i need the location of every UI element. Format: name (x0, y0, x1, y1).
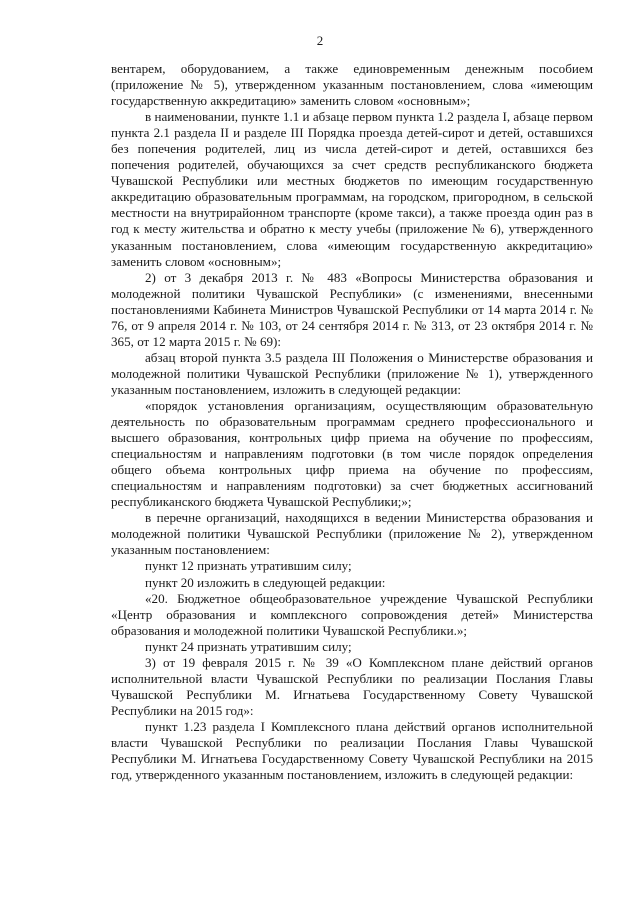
paragraph-7: пункт 12 признать утратившим силу; (145, 558, 352, 574)
document-body (111, 61, 593, 783)
paragraph-3: 2) от 3 декабря 2013 г. № 483 «Вопросы Министерства образования и молодежной политики Чувашской Республики» (с изменениями, внесенными постановлениями Кабинета Министров Чувашской Республики от 14 марта 2014 г. № 76, от 9 апреля 2014 г. № 103, от 24 сентября 2014 г. № 313, от 23 октября 2014 г. № 365, от 12 марта 2015 г. № 69): (111, 269, 593, 349)
paragraph-10: пункт 24 признать утратившим силу; (145, 638, 352, 654)
paragraph-8: пункт 20 изложить в следующей редакции: (145, 574, 386, 590)
paragraph-11: 3) от 19 февраля 2015 г. № 39 «О Комплексном плане действий органов исполнительной власти Чувашской Республики по реализации Послания Главы Чувашской Республики М. Игнатьева Государственному Совету Чувашской Республики на 2015 год»: (111, 654, 593, 718)
page-number: 2 (316, 33, 324, 48)
paragraph-5: «порядок установления организациям, осуществляющим образовательную деятельность по образовательным программам среднего профессионального и высшего образования, контрольных цифр приема на обучение по профессиям, специальностям и направлениям подготовки (в том числе порядок определения общего объема контрольных цифр приема на обучение по профессиям, специальностям и направлениям подготовки) за счет бюджетных ассигнований республиканского бюджета Чувашской Республики;»; (111, 397, 593, 510)
paragraph-12: пункт 1.23 раздела I Комплексного плана действий органов исполнительной власти Чувашской Республики по реализации Послания Главы Чувашской Республики М. Игнатьева Государственному Совету Чувашской Республики на 2015 год, утвержденного указанным постановлением, изложить в следующей редакции: (111, 718, 593, 783)
paragraph-9: «20. Бюджетное общеобразовательное учреждение Чувашской Республики «Центр образования и комплексного сопровождения детей» Министерства образования и молодежной политики Чувашской Республики.»; (111, 590, 593, 638)
paragraph-6: в перечне организаций, находящихся в ведении Министерства образования и молодежной политики Чувашской Республики (приложение № 2), утвержденном указанным постановлением: (111, 510, 593, 558)
paragraph-4: абзац второй пункта 3.5 раздела III Положения о Министерстве образования и молодежной политики Чувашской Республики (приложение № 1), утвержденного указанным постановлением, изложить в следующей редакции: (111, 349, 593, 397)
paragraph-1: вентарем, оборудованием, а также единовременным денежным пособием (приложение № 5), утвержденном указанным постановлением, слова «имеющим государственную аккредитацию» заменить словом «основным»; (111, 61, 593, 109)
paragraph-2: в наименовании, пункте 1.1 и абзаце первом пункта 1.2 раздела I, абзаце первом пункта 2.1 раздела II и разделе III Порядка проезда детей-сирот и детей, оставшихся без попечения родителей, лиц из числа детей-сирот и детей, оставшихся без попечения родителей, обучающихся за счет средств республиканского бюджета Чувашской Республики или местных бюджетов по имеющим государственную аккредитацию образовательным программам, на городском, пригородном, в сельской местности на внутрирайонном транспорте (кроме такси), а также проезда один раз в год к месту жительства и обратно к месту учебы (приложение № 6), утвержденного указанным постановлением, слова «имеющим государственную аккредитацию» заменить словом «основным»; (111, 109, 593, 269)
